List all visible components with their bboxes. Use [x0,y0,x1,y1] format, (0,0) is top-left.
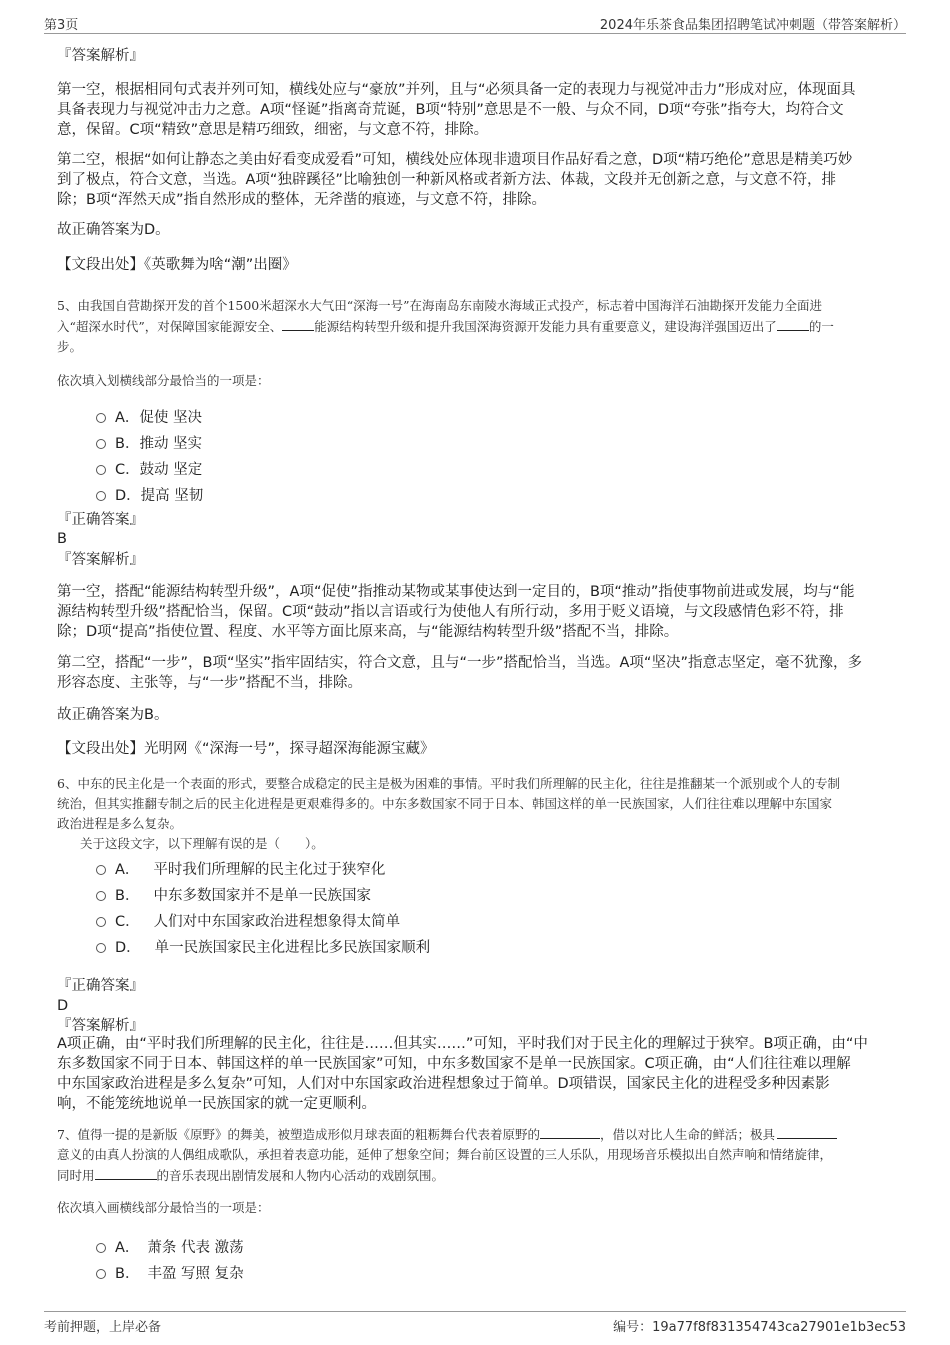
fill-blank [282,316,314,331]
q6-answer: D [57,998,69,1014]
option-text: 促使 坚决 [139,410,203,426]
text-line: 中东国家政治进程是多么复杂”可知，人们对中东国家政治进程想象过于简单。D项错误，国家民主化的进程受多种因素影 [57,1076,830,1092]
option-letter: A． [115,410,140,426]
q5-conclusion: 故正确答案为B。 [57,707,169,723]
text-line: 第一空，根据相同句式表并列可知，横线处应与“豪放”并列，且与“必须具备一定的表现力与视觉冲击力”形成对应，体现面具 [57,82,856,98]
q5-answer-label: 『正确答案』 [57,512,144,528]
q7-option-b[interactable] [115,1262,244,1283]
q6-option-c[interactable] [115,910,400,931]
option-text: 萧条 代表 激荡 [147,1240,244,1256]
text-line [57,1124,907,1145]
option-letter: D． [115,488,141,504]
fill-blank [95,1165,157,1180]
q5-option-c[interactable] [115,458,202,479]
code-value: 19a77f8f831354743ca27901e1b3ec53 [652,1320,906,1335]
q6-analysis-body [57,1034,907,1114]
text-line: 东多数国家不同于日本、韩国这样的单一民族国家”可知，中东多数国家不是单一民族国家。C项正确，由“人们往往难以理解 [57,1056,851,1072]
q4-conclusion: 故正确答案为D。 [57,222,170,238]
q5-option-c-radio[interactable] [96,465,106,475]
option-text: 鼓动 坚定 [139,462,203,478]
q4-analysis-p1 [57,80,907,140]
q6-option-d-radio[interactable] [96,943,106,953]
text-line: 政治进程是多么复杂。 [57,816,183,831]
q7-stem [57,1124,907,1186]
q6-option-d[interactable] [115,936,430,957]
text-line: 意义的由真人扮演的人偶组成歌队，承担着表意功能，延伸了想象空间；舞台前区设置的三人乐队，用现场音乐模拟出自然声响和情绪旋律， [57,1147,833,1162]
fill-blank [777,316,809,331]
option-letter: C． [115,914,140,930]
text-line [57,1165,907,1186]
option-text: 单一民族国家民主化进程比多民族国家顺利 [154,940,431,956]
text-line: 除；D项“提高”指使位置、程度、水平等方面比原来高，与“能源结构转型升级”搭配不当，排除。 [57,624,679,640]
text-line: 具备表现力与视觉冲击力之意。A项“怪诞”指离奇荒诞，B项“特别”意思是不一般、与众不同，D项“夸张”指夸大，均符合文 [57,102,844,118]
text-fragment: ，借以对比人生命的鲜活；极具 [599,1127,775,1142]
header-divider [44,33,906,34]
option-letter: D． [115,940,141,956]
text-fragment: 能源结构转型升级和提升我国深海资源开发能力具有重要意义，建设海洋强国迈出了 [314,319,777,334]
option-text: 提高 坚韧 [140,488,204,504]
q5-option-d-radio[interactable] [96,491,106,501]
option-text: 人们对中东国家政治进程想象得太简单 [153,914,401,930]
option-text: 推动 坚实 [139,436,203,452]
q6-question: 关于这段文字，以下理解有误的是（ ）。 [80,836,324,851]
q5-analysis-p2 [57,653,907,693]
q6-option-c-radio[interactable] [96,917,106,927]
q5-analysis-label: 『答案解析』 [57,552,144,568]
footer-code [613,1316,906,1335]
document-title: 2024年乐茶食品集团招聘笔试冲刺题（带答案解析） [599,18,906,33]
footer-divider [44,1311,906,1312]
q4-analysis-p2 [57,150,907,210]
q5-source: 【文段出处】光明网《“深海一号”，探寻超深海能源宝藏》 [57,741,435,757]
q6-option-a-radio[interactable] [96,865,106,875]
text-line: 步。 [57,339,83,354]
text-fragment: 同时用 [57,1168,95,1183]
q6-option-b[interactable] [115,884,371,905]
text-line: 5、由我国自营勘探开发的首个1500米超深水大气田“深海一号”在海南岛东南陵水海域正式投产，标志着中国海洋石油勘探开发能力全面进 [57,298,823,313]
text-fragment: 的一 [808,319,834,334]
q5-stem [57,296,907,357]
q4-analysis-label: 『答案解析』 [57,48,144,64]
q5-instruction: 依次填入划横线部分最恰当的一项是： [57,373,270,388]
q5-option-b[interactable] [115,432,202,453]
fill-blank [777,1124,837,1139]
q6-stem [57,774,907,834]
q5-option-a-radio[interactable] [96,413,106,423]
q5-answer: B [57,531,67,547]
option-letter: A． [115,1240,140,1256]
option-letter: B． [115,436,140,452]
text-fragment: 的音乐表现出剧情发展和人物内心活动的戏剧氛围。 [156,1168,445,1183]
q5-option-b-radio[interactable] [96,439,106,449]
option-letter: B． [115,1266,140,1282]
q7-option-a-radio[interactable] [96,1243,106,1253]
q7-option-b-radio[interactable] [96,1269,106,1279]
option-letter: A． [115,862,140,878]
option-letter: C． [115,462,140,478]
option-letter: B． [115,888,140,904]
q6-option-a[interactable] [115,858,385,879]
text-line [57,316,907,337]
text-line: 统治，但其实推翻专制之后的民主化进程是更艰难得多的。中东多数国家不同于日本、韩国这样的单一民族国家，人们往往难以理解中东国家 [57,796,833,811]
q6-option-b-radio[interactable] [96,891,106,901]
q4-source: 【文段出处】《英歌舞为啥“潮”出圈》 [57,257,297,273]
page-number: 第3页 [44,18,79,33]
q5-option-a[interactable] [115,406,202,427]
q5-option-d[interactable] [115,484,203,505]
text-line: 形容态度、主张等，与“一步”搭配不当，排除。 [57,675,363,691]
option-text: 中东多数国家并不是单一民族国家 [153,888,371,904]
q5-analysis-p1 [57,582,907,642]
text-line: 响，不能笼统地说单一民族国家的就一定更顺利。 [57,1096,376,1112]
text-line: A项正确，由“平时我们所理解的民主化，往往是……但其实……”可知，平时我们对于民主化的理解过于狭窄。B项正确，由“中 [57,1036,868,1052]
text-line: 到了极点，符合文意，当选。A项“独辟蹊径”比喻独创一种新风格或者新方法、体裁，文段并无创新之意，与文意不符，排 [57,172,836,188]
text-line: 第二空，根据“如何让静态之美由好看变成爱看”可知，横线处应体现非遗项目作品好看之意，D项“精巧绝伦”意思是精美巧妙 [57,152,853,168]
text-fragment: 7、值得一提的是新版《原野》的舞美，被塑造成形似月球表面的粗粝舞台代表着原野的 [57,1127,540,1142]
footer-slogan: 考前押题，上岸必备 [44,1320,162,1335]
option-text: 平时我们所理解的民主化过于狭窄化 [153,862,386,878]
text-fragment: 入“超深水时代”，对保障国家能源安全、 [57,319,283,334]
text-line: 源结构转型升级”搭配恰当，保留。C项“鼓动”指以言语或行为使他人有所行动，多用于贬义语境，与文段感情色彩不符，排 [57,604,844,620]
q7-instruction: 依次填入画横线部分最恰当的一项是： [57,1200,270,1215]
option-text: 丰盈 写照 复杂 [147,1266,244,1282]
text-line: 第一空，搭配“能源结构转型升级”，A项“促使”指推动某物或某事使达到一定目的，B项“推动”指使事物前进或发展，均与“能 [57,584,855,600]
code-label: 编号： [613,1320,653,1335]
q6-answer-label: 『正确答案』 [57,978,144,994]
q7-option-a[interactable] [115,1236,244,1257]
q6-analysis-label: 『答案解析』 [57,1018,144,1034]
fill-blank [540,1124,600,1139]
text-line: 6、中东的民主化是一个表面的形式，要整合成稳定的民主是极为困难的事情。平时我们所理解的民主化，往往是推翻某一个派别或个人的专制 [57,776,840,791]
text-line: 第二空，搭配“一步”，B项“坚实”指牢固结实，符合文意，且与“一步”搭配恰当，当选。A项“坚决”指意志坚定，毫不犹豫，多 [57,655,862,671]
text-line: 除；B项“浑然天成”指自然形成的整体，无斧凿的痕迹，与文意不符，排除。 [57,192,546,208]
text-line: 意，保留。C项“精致”意思是精巧细致，细密，与文意不符，排除。 [57,122,489,138]
